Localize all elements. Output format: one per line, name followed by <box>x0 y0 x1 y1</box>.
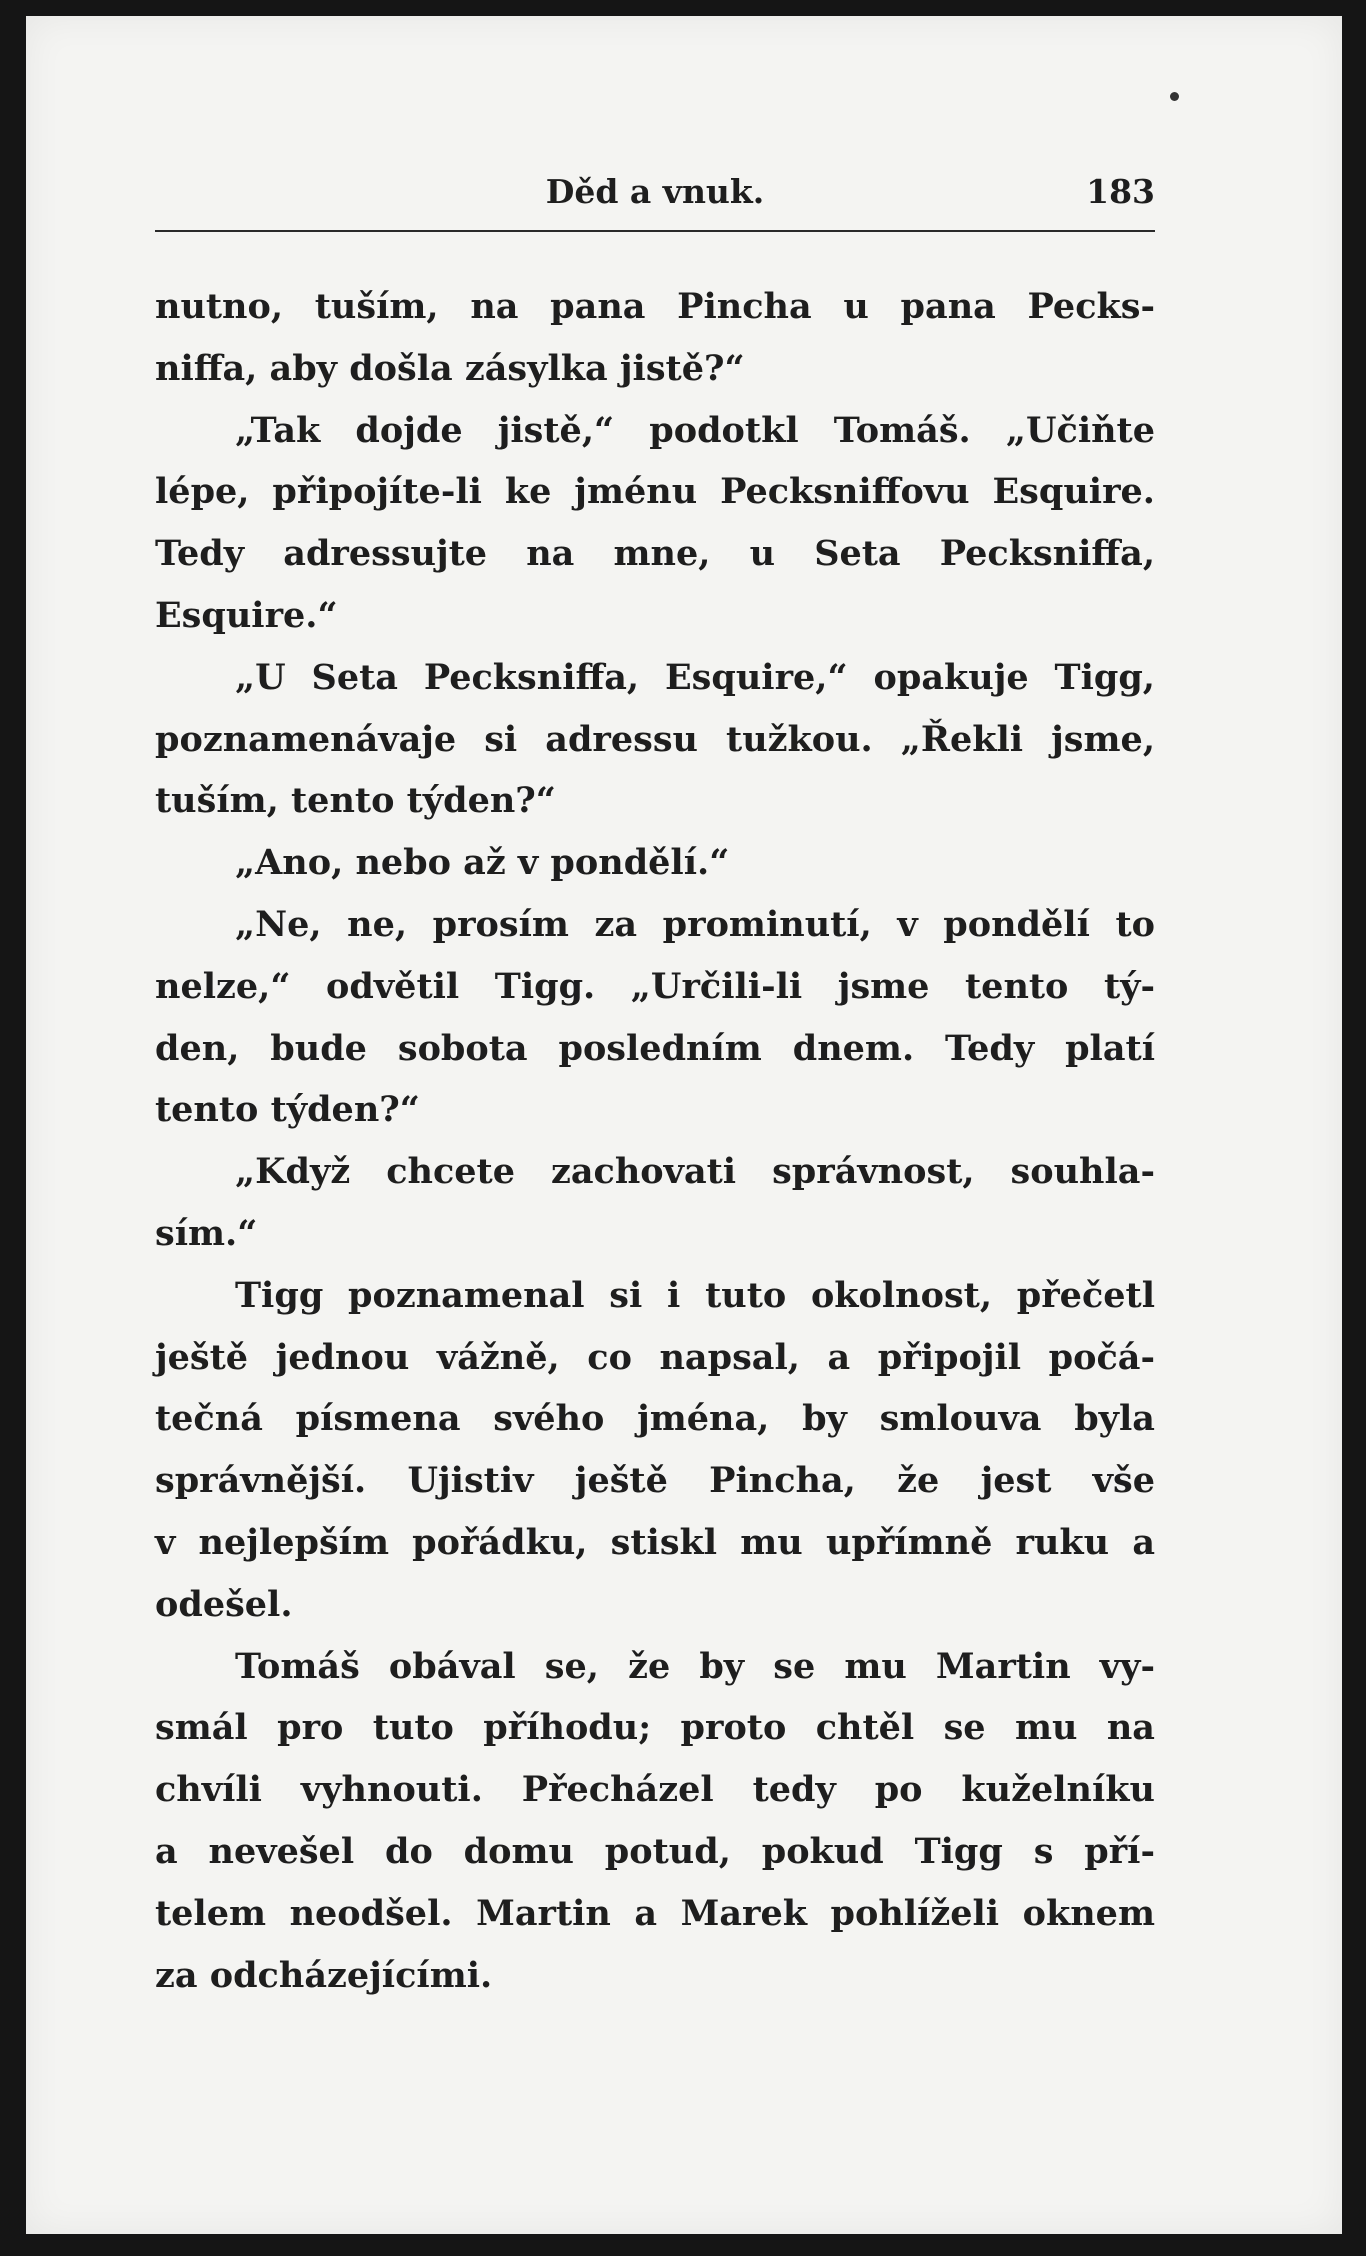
text-line: den, bude sobota posledním dnem. Tedy platí <box>155 1027 1155 1069</box>
page-content <box>155 170 1155 2006</box>
text-line: správnější. Ujistiv ještě Pincha, že jest vše <box>155 1460 1155 1502</box>
text-line: Tomáš obával se, že by se mu Martin vy- <box>235 1645 1155 1687</box>
text-line: niffa, aby došla zásylka jistě?“ <box>155 347 745 389</box>
text-line: Esquire.“ <box>155 594 338 636</box>
text-line: poznamenávaje si adressu tužkou. „Řekli jsme, <box>155 718 1155 760</box>
text-line: tečná písmena svého jména, by smlouva byla <box>155 1398 1155 1440</box>
text-line: ještě jednou vážně, co napsal, a připojil počá- <box>155 1336 1155 1378</box>
text-line: v nejlepším pořádku, stiskl mu upřímně ruku a <box>155 1521 1155 1563</box>
text-line: a nevešel do domu potud, pokud Tigg s pří- <box>155 1830 1155 1872</box>
text-line: odešel. <box>155 1583 293 1625</box>
text-line: sím.“ <box>155 1212 258 1254</box>
body-text <box>155 276 1155 2006</box>
text-line: tento týden?“ <box>155 1089 420 1131</box>
text-line: „Tak dojde jistě,“ podotkl Tomáš. „Učiňte <box>235 409 1155 451</box>
text-line: lépe, připojíte-li ke jménu Pecksniffovu Esquire. <box>155 471 1155 513</box>
text-line: „Když chcete zachovati správnost, souhla- <box>235 1151 1155 1193</box>
text-line: „U Seta Pecksniffa, Esquire,“ opakuje Tigg, <box>235 656 1155 698</box>
text-line: tuším, tento týden?“ <box>155 780 556 822</box>
paper-speck <box>1170 92 1179 101</box>
text-line: Tigg poznamenal si i tuto okolnost, přečetl <box>235 1274 1155 1316</box>
text-line: Tedy adressujte na mne, u Seta Pecksniffa, <box>155 533 1155 575</box>
text-line: chvíli vyhnouti. Přecházel tedy po kuželníku <box>155 1769 1155 1811</box>
text-line: „Ne, ne, prosím za prominutí, v pondělí to <box>235 903 1155 945</box>
text-line: „Ano, nebo až v pondělí.“ <box>235 842 730 884</box>
page-number: 183 <box>1086 172 1155 211</box>
text-line: za odcházejícími. <box>155 1954 493 1996</box>
text-line: nutno, tuším, na pana Pincha u pana Pecks- <box>155 286 1155 327</box>
text-line: smál pro tuto příhodu; proto chtěl se mu na <box>155 1707 1155 1749</box>
text-line: nelze,“ odvětil Tigg. „Určili-li jsme tento tý- <box>155 965 1155 1007</box>
running-title: Děd a vnuk. <box>545 172 765 211</box>
text-line: telem neodšel. Martin a Marek pohlíželi oknem <box>155 1892 1155 1934</box>
header-rule <box>155 230 1155 232</box>
running-header <box>155 170 1155 230</box>
